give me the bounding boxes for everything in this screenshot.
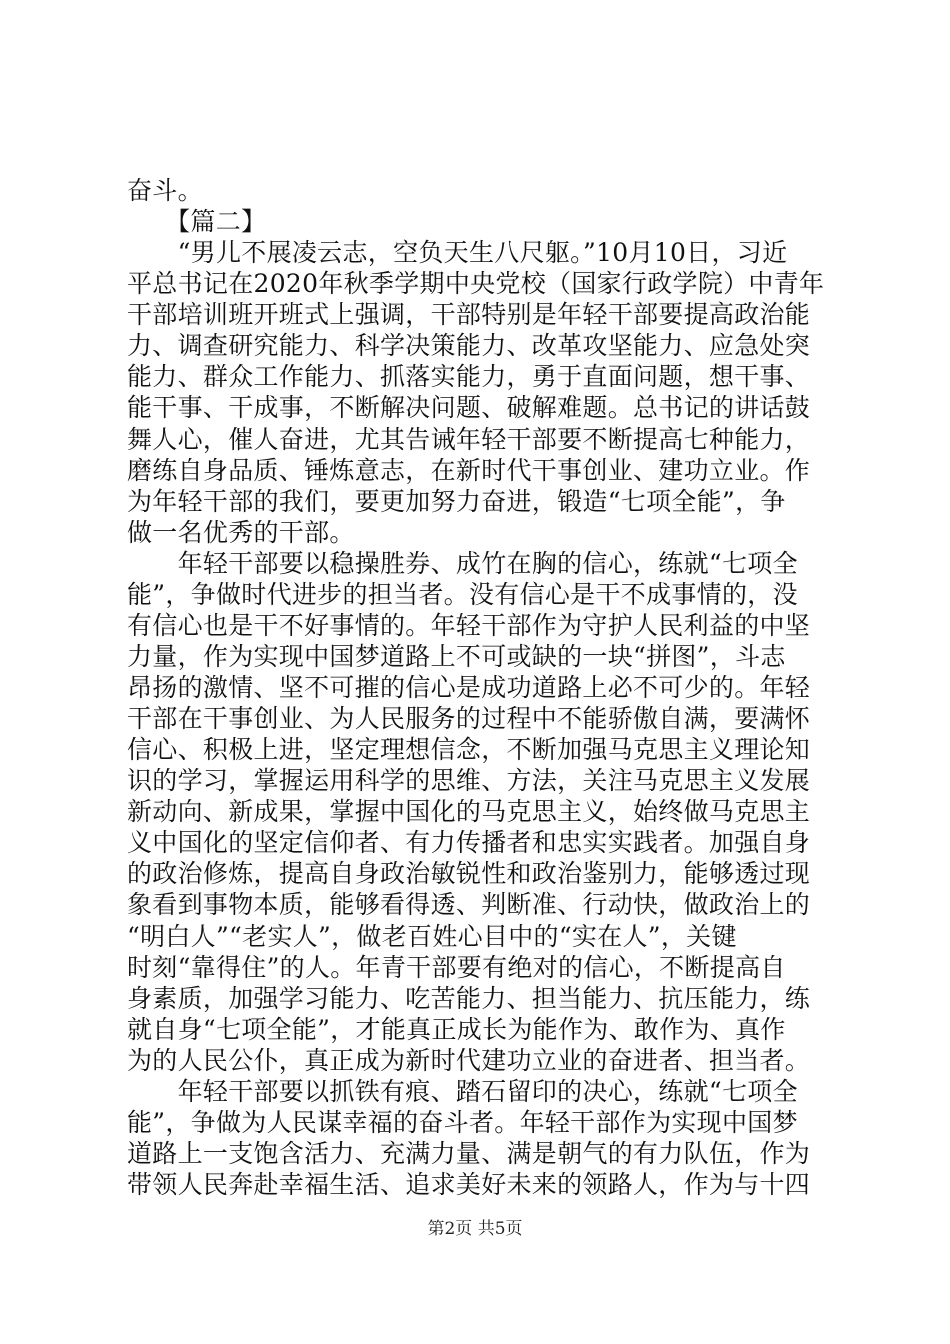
text-line: 能力、群众工作能力、抓落实能力，勇于直面问题，想干事、 bbox=[127, 362, 811, 391]
text-line: 身素质，加强学习能力、吃苦能力、担当能力、抗压能力，练 bbox=[127, 984, 811, 1013]
text-line: 为年轻干部的我们，要更加努力奋进，锻造“七项全能”，争 bbox=[127, 487, 786, 516]
text-line: 义中国化的坚定信仰者、有力传播者和忠实实践者。加强自身 bbox=[127, 828, 811, 857]
text-line: 识的学习，掌握运用科学的思维、方法，关注马克思主义发展 bbox=[127, 766, 811, 795]
text-line: 昂扬的激情、坚不可摧的信心是成功道路上必不可少的。年轻 bbox=[127, 673, 811, 702]
text-line: 象看到事物本质，能够看得透、判断准、行动快，做政治上的 bbox=[127, 890, 811, 919]
section-heading: 【篇二】 bbox=[127, 207, 267, 236]
text-line: 有信心也是干不好事情的。年轻干部作为守护人民利益的中坚 bbox=[127, 611, 811, 640]
text-line: 干部在干事创业、为人民服务的过程中不能骄傲自满，要满怀 bbox=[127, 704, 811, 733]
text-line: 干部培训班开班式上强调，干部特别是年轻干部要提高政治能 bbox=[127, 300, 811, 329]
text-line: 力、调查研究能力、科学决策能力、改革攻坚能力、应急处突 bbox=[127, 331, 811, 360]
text-line: 舞人心，催人奋进，尤其告诫年轻干部要不断提高七种能力， bbox=[127, 425, 811, 454]
text-line: 年轻干部要以稳操胜券、成竹在胸的信心，练就“七项全 bbox=[127, 549, 798, 578]
text-line: 磨练自身品质、锤炼意志，在新时代干事创业、建功立业。作 bbox=[127, 456, 811, 485]
text-line: 年轻干部要以抓铁有痕、踏石留印的决心，练就“七项全 bbox=[127, 1077, 798, 1106]
text-line: 能干事、干成事，不断解决问题、破解难题。总书记的讲话鼓 bbox=[127, 393, 811, 422]
text-line: 为的人民公仆，真正成为新时代建功立业的奋进者、担当者。 bbox=[127, 1046, 811, 1075]
text-line: 奋斗。 bbox=[127, 176, 203, 205]
text-line: 就自身“七项全能”，才能真正成长为能作为、敢作为、真作 bbox=[127, 1015, 786, 1044]
page-footer: 第2页 共5页 bbox=[427, 1219, 523, 1239]
text-line: 新动向、新成果，掌握中国化的马克思主义，始终做马克思主 bbox=[127, 797, 811, 826]
text-line: 带领人民奔赴幸福生活、追求美好未来的领路人，作为与十四 bbox=[127, 1170, 811, 1199]
text-line: 信心、积极上进，坚定理想信念，不断加强马克思主义理论知 bbox=[127, 735, 811, 764]
text-line: 能”，争做时代进步的担当者。没有信心是干不成事情的，没 bbox=[127, 580, 798, 609]
text-line: “明白人”“老实人”，做老百姓心目中的“实在人”，关键 bbox=[127, 922, 737, 951]
text-line: 的政治修炼，提高自身政治敏锐性和政治鉴别力，能够透过现 bbox=[127, 859, 811, 888]
text-line: 做一名优秀的干部。 bbox=[127, 518, 355, 547]
text-line: “男儿不展凌云志，空负天生八尺躯。”10月10日，习近 bbox=[127, 238, 788, 267]
text-line: 平总书记在2020年秋季学期中央党校（国家行政学院）中青年 bbox=[127, 269, 825, 298]
text-line: 能”，争做为人民谋幸福的奋斗者。年轻干部作为实现中国梦 bbox=[127, 1108, 798, 1137]
text-line: 道路上一支饱含活力、充满力量、满是朝气的有力队伍，作为 bbox=[127, 1139, 811, 1168]
text-line: 力量，作为实现中国梦道路上不可或缺的一块“拼图”，斗志 bbox=[127, 642, 786, 671]
text-line: 时刻“靠得住”的人。年青干部要有绝对的信心，不断提高自 bbox=[127, 953, 786, 982]
